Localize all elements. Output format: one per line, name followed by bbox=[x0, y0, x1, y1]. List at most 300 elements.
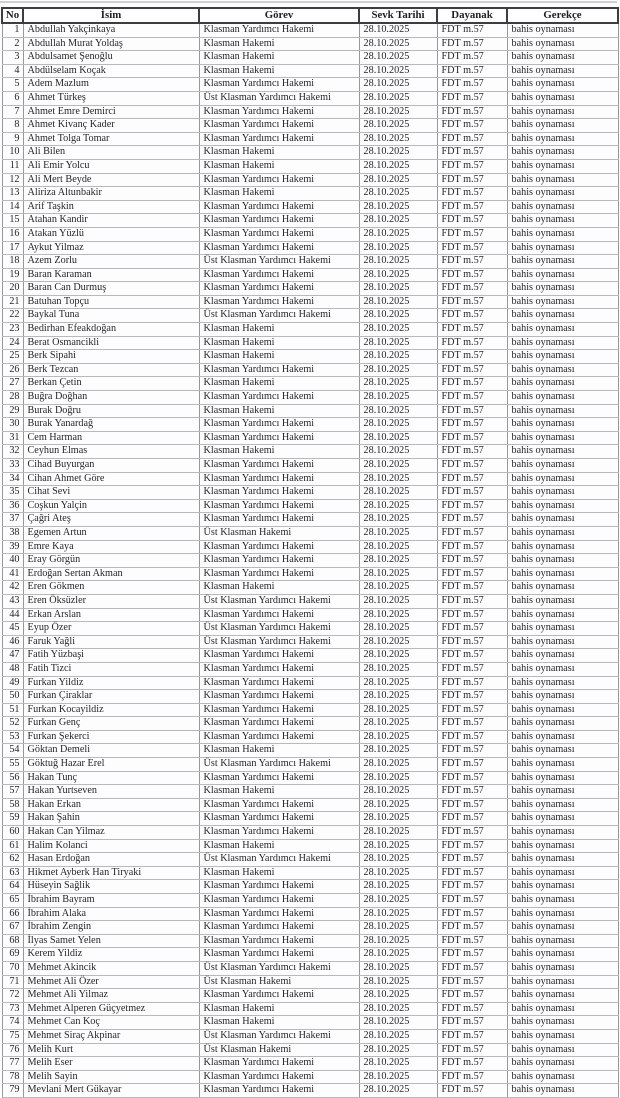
table-row bbox=[2, 23, 618, 37]
cell-name: Melih Kurt bbox=[23, 1043, 199, 1057]
cell-basis: FDT m.57 bbox=[437, 105, 507, 119]
cell-reason: bahis oynaması bbox=[507, 227, 618, 241]
table-row bbox=[2, 159, 618, 173]
table-row bbox=[2, 730, 618, 744]
cell-no: 28 bbox=[2, 391, 23, 405]
table-row bbox=[2, 472, 618, 486]
cell-basis: FDT m.57 bbox=[437, 214, 507, 228]
cell-basis: FDT m.57 bbox=[437, 785, 507, 799]
table-row bbox=[2, 526, 618, 540]
cell-name: Berk Sipahi bbox=[23, 350, 199, 364]
cell-reason: bahis oynaması bbox=[507, 1057, 618, 1071]
cell-role: Üst Klasman Yardımcı Hakemi bbox=[199, 1029, 359, 1043]
cell-name: Fatih Yüzbaşi bbox=[23, 649, 199, 663]
cell-reason: bahis oynaması bbox=[507, 1002, 618, 1016]
cell-basis: FDT m.57 bbox=[437, 282, 507, 296]
cell-date: 28.10.2025 bbox=[359, 894, 437, 908]
table-row bbox=[2, 78, 618, 92]
cell-role: Klasman Yardımcı Hakemi bbox=[199, 173, 359, 187]
cell-name: Emre Kaya bbox=[23, 540, 199, 554]
cell-name: Ahmet Tolga Tomar bbox=[23, 132, 199, 146]
cell-role: Klasman Yardımcı Hakemi bbox=[199, 200, 359, 214]
cell-basis: FDT m.57 bbox=[437, 744, 507, 758]
cell-basis: FDT m.57 bbox=[437, 513, 507, 527]
cell-no: 16 bbox=[2, 227, 23, 241]
cell-basis: FDT m.57 bbox=[437, 880, 507, 894]
cell-basis: FDT m.57 bbox=[437, 363, 507, 377]
cell-basis: FDT m.57 bbox=[437, 1002, 507, 1016]
table-row bbox=[2, 703, 618, 717]
cell-basis: FDT m.57 bbox=[437, 676, 507, 690]
cell-name: Arif Taşkin bbox=[23, 200, 199, 214]
cell-no: 76 bbox=[2, 1043, 23, 1057]
cell-role: Klasman Yardımcı Hakemi bbox=[199, 486, 359, 500]
table-row bbox=[2, 513, 618, 527]
cell-no: 55 bbox=[2, 758, 23, 772]
cell-role: Üst Klasman Yardımcı Hakemi bbox=[199, 853, 359, 867]
cell-reason: bahis oynaması bbox=[507, 758, 618, 772]
cell-role: Klasman Hakemi bbox=[199, 51, 359, 65]
cell-date: 28.10.2025 bbox=[359, 363, 437, 377]
cell-reason: bahis oynaması bbox=[507, 200, 618, 214]
cell-reason: bahis oynaması bbox=[507, 323, 618, 337]
cell-role: Klasman Yardımcı Hakemi bbox=[199, 1057, 359, 1071]
cell-no: 71 bbox=[2, 975, 23, 989]
cell-name: Abdülselam Koçak bbox=[23, 64, 199, 78]
cell-basis: FDT m.57 bbox=[437, 350, 507, 364]
table-row bbox=[2, 404, 618, 418]
cell-role: Klasman Yardımcı Hakemi bbox=[199, 608, 359, 622]
cell-reason: bahis oynaması bbox=[507, 649, 618, 663]
cell-date: 28.10.2025 bbox=[359, 445, 437, 459]
cell-no: 67 bbox=[2, 921, 23, 935]
cell-basis: FDT m.57 bbox=[437, 690, 507, 704]
cell-name: Bedirhan Efeakdoğan bbox=[23, 323, 199, 337]
cell-no: 22 bbox=[2, 309, 23, 323]
cell-name: Hakan Şahin bbox=[23, 812, 199, 826]
cell-name: Mehmet Can Koç bbox=[23, 1016, 199, 1030]
cell-basis: FDT m.57 bbox=[437, 812, 507, 826]
cell-reason: bahis oynaması bbox=[507, 540, 618, 554]
cell-name: Abdullah Yakçinkaya bbox=[23, 23, 199, 37]
cell-basis: FDT m.57 bbox=[437, 227, 507, 241]
cell-reason: bahis oynaması bbox=[507, 934, 618, 948]
table-row bbox=[2, 540, 618, 554]
cell-reason: bahis oynaması bbox=[507, 173, 618, 187]
cell-role: Klasman Yardımcı Hakemi bbox=[199, 391, 359, 405]
cell-reason: bahis oynaması bbox=[507, 159, 618, 173]
cell-role: Klasman Yardımcı Hakemi bbox=[199, 418, 359, 432]
cell-no: 45 bbox=[2, 622, 23, 636]
cell-no: 65 bbox=[2, 894, 23, 908]
cell-basis: FDT m.57 bbox=[437, 187, 507, 201]
cell-name: Buğra Doğhan bbox=[23, 391, 199, 405]
cell-date: 28.10.2025 bbox=[359, 608, 437, 622]
cell-reason: bahis oynaması bbox=[507, 214, 618, 228]
cell-name: Baykal Tuna bbox=[23, 309, 199, 323]
cell-role: Klasman Hakemi bbox=[199, 377, 359, 391]
cell-date: 28.10.2025 bbox=[359, 418, 437, 432]
cell-name: Adem Mazlum bbox=[23, 78, 199, 92]
cell-date: 28.10.2025 bbox=[359, 581, 437, 595]
table-row bbox=[2, 785, 618, 799]
cell-role: Klasman Yardımcı Hakemi bbox=[199, 798, 359, 812]
cell-basis: FDT m.57 bbox=[437, 146, 507, 160]
referral-table bbox=[1, 7, 619, 1098]
cell-basis: FDT m.57 bbox=[437, 703, 507, 717]
cell-reason: bahis oynaması bbox=[507, 826, 618, 840]
cell-reason: bahis oynaması bbox=[507, 472, 618, 486]
table-row bbox=[2, 187, 618, 201]
cell-date: 28.10.2025 bbox=[359, 826, 437, 840]
cell-name: Eray Görgün bbox=[23, 554, 199, 568]
table-row bbox=[2, 907, 618, 921]
cell-role: Klasman Hakemi bbox=[199, 336, 359, 350]
cell-name: Eren Öksüzler bbox=[23, 594, 199, 608]
cell-no: 66 bbox=[2, 907, 23, 921]
cell-basis: FDT m.57 bbox=[437, 826, 507, 840]
cell-no: 51 bbox=[2, 703, 23, 717]
cell-no: 29 bbox=[2, 404, 23, 418]
cell-date: 28.10.2025 bbox=[359, 51, 437, 65]
cell-date: 28.10.2025 bbox=[359, 771, 437, 785]
cell-role: Üst Klasman Yardımcı Hakemi bbox=[199, 309, 359, 323]
cell-role: Üst Klasman Hakemi bbox=[199, 526, 359, 540]
cell-name: Cem Harman bbox=[23, 431, 199, 445]
cell-name: Hakan Can Yilmaz bbox=[23, 826, 199, 840]
cell-date: 28.10.2025 bbox=[359, 866, 437, 880]
cell-basis: FDT m.57 bbox=[437, 1057, 507, 1071]
cell-no: 12 bbox=[2, 173, 23, 187]
cell-name: Burak Yanardağ bbox=[23, 418, 199, 432]
cell-role: Klasman Yardımcı Hakemi bbox=[199, 227, 359, 241]
cell-no: 48 bbox=[2, 662, 23, 676]
cell-basis: FDT m.57 bbox=[437, 23, 507, 37]
cell-basis: FDT m.57 bbox=[437, 975, 507, 989]
cell-role: Üst Klasman Yardımcı Hakemi bbox=[199, 961, 359, 975]
cell-name: İlyas Samet Yelen bbox=[23, 934, 199, 948]
cell-reason: bahis oynaması bbox=[507, 377, 618, 391]
cell-role: Klasman Yardımcı Hakemi bbox=[199, 826, 359, 840]
cell-role: Klasman Yardımcı Hakemi bbox=[199, 540, 359, 554]
cell-name: Baran Karaman bbox=[23, 268, 199, 282]
cell-date: 28.10.2025 bbox=[359, 839, 437, 853]
cell-name: Hüseyin Sağlik bbox=[23, 880, 199, 894]
cell-date: 28.10.2025 bbox=[359, 622, 437, 636]
cell-reason: bahis oynaması bbox=[507, 119, 618, 133]
cell-basis: FDT m.57 bbox=[437, 119, 507, 133]
cell-date: 28.10.2025 bbox=[359, 717, 437, 731]
table-row bbox=[2, 839, 618, 853]
cell-name: Erdoğan Sertan Akman bbox=[23, 567, 199, 581]
cell-no: 53 bbox=[2, 730, 23, 744]
cell-name: Cihan Ahmet Göre bbox=[23, 472, 199, 486]
cell-reason: bahis oynaması bbox=[507, 418, 618, 432]
cell-date: 28.10.2025 bbox=[359, 255, 437, 269]
cell-role: Klasman Yardımcı Hakemi bbox=[199, 649, 359, 663]
cell-reason: bahis oynaması bbox=[507, 812, 618, 826]
cell-reason: bahis oynaması bbox=[507, 785, 618, 799]
cell-basis: FDT m.57 bbox=[437, 51, 507, 65]
cell-no: 14 bbox=[2, 200, 23, 214]
cell-name: Furkan Kocayildiz bbox=[23, 703, 199, 717]
cell-reason: bahis oynaması bbox=[507, 894, 618, 908]
cell-name: Abdullah Murat Yoldaş bbox=[23, 37, 199, 51]
cell-date: 28.10.2025 bbox=[359, 662, 437, 676]
cell-date: 28.10.2025 bbox=[359, 350, 437, 364]
cell-date: 28.10.2025 bbox=[359, 268, 437, 282]
cell-reason: bahis oynaması bbox=[507, 853, 618, 867]
cell-role: Üst Klasman Yardımcı Hakemi bbox=[199, 758, 359, 772]
cell-role: Klasman Hakemi bbox=[199, 839, 359, 853]
cell-reason: bahis oynaması bbox=[507, 866, 618, 880]
cell-date: 28.10.2025 bbox=[359, 37, 437, 51]
table-row bbox=[2, 51, 618, 65]
table-row bbox=[2, 255, 618, 269]
table-row bbox=[2, 798, 618, 812]
cell-date: 28.10.2025 bbox=[359, 159, 437, 173]
cell-no: 17 bbox=[2, 241, 23, 255]
cell-date: 28.10.2025 bbox=[359, 934, 437, 948]
table-row bbox=[2, 268, 618, 282]
cell-name: Melih Sayin bbox=[23, 1070, 199, 1084]
table-row bbox=[2, 37, 618, 51]
cell-date: 28.10.2025 bbox=[359, 907, 437, 921]
cell-role: Üst Klasman Yardımcı Hakemi bbox=[199, 91, 359, 105]
cell-name: Ahmet Türkeş bbox=[23, 91, 199, 105]
cell-no: 19 bbox=[2, 268, 23, 282]
cell-name: Aliriza Altunbakir bbox=[23, 187, 199, 201]
cell-basis: FDT m.57 bbox=[437, 268, 507, 282]
cell-no: 1 bbox=[2, 23, 23, 37]
table-row bbox=[2, 1043, 618, 1057]
table-row bbox=[2, 608, 618, 622]
cell-reason: bahis oynaması bbox=[507, 309, 618, 323]
cell-role: Üst Klasman Yardımcı Hakemi bbox=[199, 255, 359, 269]
cell-no: 50 bbox=[2, 690, 23, 704]
cell-date: 28.10.2025 bbox=[359, 146, 437, 160]
cell-date: 28.10.2025 bbox=[359, 105, 437, 119]
table-row bbox=[2, 282, 618, 296]
cell-reason: bahis oynaması bbox=[507, 350, 618, 364]
cell-name: Hakan Erkan bbox=[23, 798, 199, 812]
table-row bbox=[2, 975, 618, 989]
table-row bbox=[2, 200, 618, 214]
cell-no: 25 bbox=[2, 350, 23, 364]
cell-role: Klasman Hakemi bbox=[199, 159, 359, 173]
cell-basis: FDT m.57 bbox=[437, 295, 507, 309]
cell-date: 28.10.2025 bbox=[359, 758, 437, 772]
cell-no: 73 bbox=[2, 1002, 23, 1016]
cell-name: Aykut Yilmaz bbox=[23, 241, 199, 255]
cell-date: 28.10.2025 bbox=[359, 961, 437, 975]
table-row bbox=[2, 227, 618, 241]
cell-name: Çağri Ateş bbox=[23, 513, 199, 527]
cell-date: 28.10.2025 bbox=[359, 1002, 437, 1016]
cell-date: 28.10.2025 bbox=[359, 812, 437, 826]
cell-reason: bahis oynaması bbox=[507, 1084, 618, 1098]
cell-date: 28.10.2025 bbox=[359, 323, 437, 337]
cell-role: Üst Klasman Yardımcı Hakemi bbox=[199, 594, 359, 608]
cell-basis: FDT m.57 bbox=[437, 622, 507, 636]
cell-no: 13 bbox=[2, 187, 23, 201]
cell-name: Melih Eser bbox=[23, 1057, 199, 1071]
cell-basis: FDT m.57 bbox=[437, 391, 507, 405]
cell-no: 4 bbox=[2, 64, 23, 78]
cell-role: Klasman Yardımcı Hakemi bbox=[199, 513, 359, 527]
table-row bbox=[2, 744, 618, 758]
cell-no: 63 bbox=[2, 866, 23, 880]
cell-no: 7 bbox=[2, 105, 23, 119]
table-row bbox=[2, 676, 618, 690]
cell-reason: bahis oynaması bbox=[507, 526, 618, 540]
cell-reason: bahis oynaması bbox=[507, 295, 618, 309]
cell-no: 74 bbox=[2, 1016, 23, 1030]
table-row bbox=[2, 1029, 618, 1043]
cell-no: 59 bbox=[2, 812, 23, 826]
cell-reason: bahis oynaması bbox=[507, 730, 618, 744]
cell-role: Klasman Yardımcı Hakemi bbox=[199, 907, 359, 921]
cell-role: Klasman Yardımcı Hakemi bbox=[199, 554, 359, 568]
cell-no: 60 bbox=[2, 826, 23, 840]
cell-date: 28.10.2025 bbox=[359, 1057, 437, 1071]
cell-date: 28.10.2025 bbox=[359, 635, 437, 649]
cell-basis: FDT m.57 bbox=[437, 255, 507, 269]
cell-reason: bahis oynaması bbox=[507, 961, 618, 975]
cell-no: 75 bbox=[2, 1029, 23, 1043]
cell-basis: FDT m.57 bbox=[437, 132, 507, 146]
table-row bbox=[2, 499, 618, 513]
cell-basis: FDT m.57 bbox=[437, 798, 507, 812]
cell-basis: FDT m.57 bbox=[437, 1016, 507, 1030]
cell-role: Klasman Hakemi bbox=[199, 1002, 359, 1016]
cell-role: Üst Klasman Yardımcı Hakemi bbox=[199, 622, 359, 636]
table-row bbox=[2, 812, 618, 826]
cell-role: Klasman Hakemi bbox=[199, 445, 359, 459]
cell-basis: FDT m.57 bbox=[437, 649, 507, 663]
cell-no: 49 bbox=[2, 676, 23, 690]
cell-no: 35 bbox=[2, 486, 23, 500]
cell-reason: bahis oynaması bbox=[507, 608, 618, 622]
cell-role: Üst Klasman Hakemi bbox=[199, 1043, 359, 1057]
cell-no: 21 bbox=[2, 295, 23, 309]
cell-no: 56 bbox=[2, 771, 23, 785]
cell-basis: FDT m.57 bbox=[437, 37, 507, 51]
cell-role: Klasman Hakemi bbox=[199, 187, 359, 201]
cell-no: 69 bbox=[2, 948, 23, 962]
cell-no: 37 bbox=[2, 513, 23, 527]
cell-no: 10 bbox=[2, 146, 23, 160]
cell-role: Klasman Yardımcı Hakemi bbox=[199, 499, 359, 513]
cell-no: 31 bbox=[2, 431, 23, 445]
cell-no: 6 bbox=[2, 91, 23, 105]
cell-name: Atakan Yüzlü bbox=[23, 227, 199, 241]
cell-date: 28.10.2025 bbox=[359, 499, 437, 513]
cell-basis: FDT m.57 bbox=[437, 159, 507, 173]
cell-name: Furkan Genç bbox=[23, 717, 199, 731]
cell-reason: bahis oynaması bbox=[507, 132, 618, 146]
cell-date: 28.10.2025 bbox=[359, 567, 437, 581]
table-row bbox=[2, 1016, 618, 1030]
cell-basis: FDT m.57 bbox=[437, 730, 507, 744]
cell-no: 52 bbox=[2, 717, 23, 731]
cell-no: 44 bbox=[2, 608, 23, 622]
cell-basis: FDT m.57 bbox=[437, 472, 507, 486]
table-row bbox=[2, 295, 618, 309]
cell-role: Klasman Yardımcı Hakemi bbox=[199, 431, 359, 445]
table-row bbox=[2, 921, 618, 935]
table-row bbox=[2, 391, 618, 405]
cell-basis: FDT m.57 bbox=[437, 921, 507, 935]
cell-name: Cihad Buyurgan bbox=[23, 459, 199, 473]
cell-role: Klasman Yardımcı Hakemi bbox=[199, 812, 359, 826]
cell-date: 28.10.2025 bbox=[359, 459, 437, 473]
cell-basis: FDT m.57 bbox=[437, 418, 507, 432]
cell-date: 28.10.2025 bbox=[359, 975, 437, 989]
cell-name: Azem Zorlu bbox=[23, 255, 199, 269]
cell-basis: FDT m.57 bbox=[437, 323, 507, 337]
table-row bbox=[2, 853, 618, 867]
cell-reason: bahis oynaması bbox=[507, 717, 618, 731]
cell-name: Mehmet Ali Yilmaz bbox=[23, 989, 199, 1003]
table-row bbox=[2, 459, 618, 473]
table-body bbox=[2, 23, 618, 1097]
cell-reason: bahis oynaması bbox=[507, 363, 618, 377]
cell-reason: bahis oynaması bbox=[507, 187, 618, 201]
cell-reason: bahis oynaması bbox=[507, 282, 618, 296]
cell-name: Faruk Yağli bbox=[23, 635, 199, 649]
cell-role: Klasman Yardımcı Hakemi bbox=[199, 268, 359, 282]
cell-no: 64 bbox=[2, 880, 23, 894]
cell-date: 28.10.2025 bbox=[359, 1070, 437, 1084]
cell-name: Göktan Demeli bbox=[23, 744, 199, 758]
cell-reason: bahis oynaması bbox=[507, 703, 618, 717]
cell-basis: FDT m.57 bbox=[437, 635, 507, 649]
cell-date: 28.10.2025 bbox=[359, 853, 437, 867]
cell-name: Ahmet Kivanç Kader bbox=[23, 119, 199, 133]
cell-date: 28.10.2025 bbox=[359, 921, 437, 935]
cell-role: Klasman Hakemi bbox=[199, 64, 359, 78]
cell-reason: bahis oynaması bbox=[507, 676, 618, 690]
cell-no: 36 bbox=[2, 499, 23, 513]
cell-reason: bahis oynaması bbox=[507, 431, 618, 445]
cell-name: Erkan Arslan bbox=[23, 608, 199, 622]
cell-basis: FDT m.57 bbox=[437, 309, 507, 323]
cell-no: 43 bbox=[2, 594, 23, 608]
cell-no: 41 bbox=[2, 567, 23, 581]
cell-role: Klasman Yardımcı Hakemi bbox=[199, 295, 359, 309]
cell-date: 28.10.2025 bbox=[359, 730, 437, 744]
cell-basis: FDT m.57 bbox=[437, 567, 507, 581]
column-header-basis: Dayanak bbox=[437, 8, 507, 23]
cell-no: 33 bbox=[2, 459, 23, 473]
cell-role: Klasman Yardımcı Hakemi bbox=[199, 934, 359, 948]
cell-no: 20 bbox=[2, 282, 23, 296]
cell-basis: FDT m.57 bbox=[437, 717, 507, 731]
cell-name: Berat Osmancikli bbox=[23, 336, 199, 350]
cell-no: 15 bbox=[2, 214, 23, 228]
table-header-row bbox=[2, 8, 618, 23]
cell-no: 26 bbox=[2, 363, 23, 377]
cell-basis: FDT m.57 bbox=[437, 499, 507, 513]
cell-date: 28.10.2025 bbox=[359, 649, 437, 663]
cell-name: Kerem Yildiz bbox=[23, 948, 199, 962]
cell-date: 28.10.2025 bbox=[359, 132, 437, 146]
cell-basis: FDT m.57 bbox=[437, 78, 507, 92]
cell-basis: FDT m.57 bbox=[437, 934, 507, 948]
cell-role: Klasman Yardımcı Hakemi bbox=[199, 771, 359, 785]
cell-basis: FDT m.57 bbox=[437, 554, 507, 568]
